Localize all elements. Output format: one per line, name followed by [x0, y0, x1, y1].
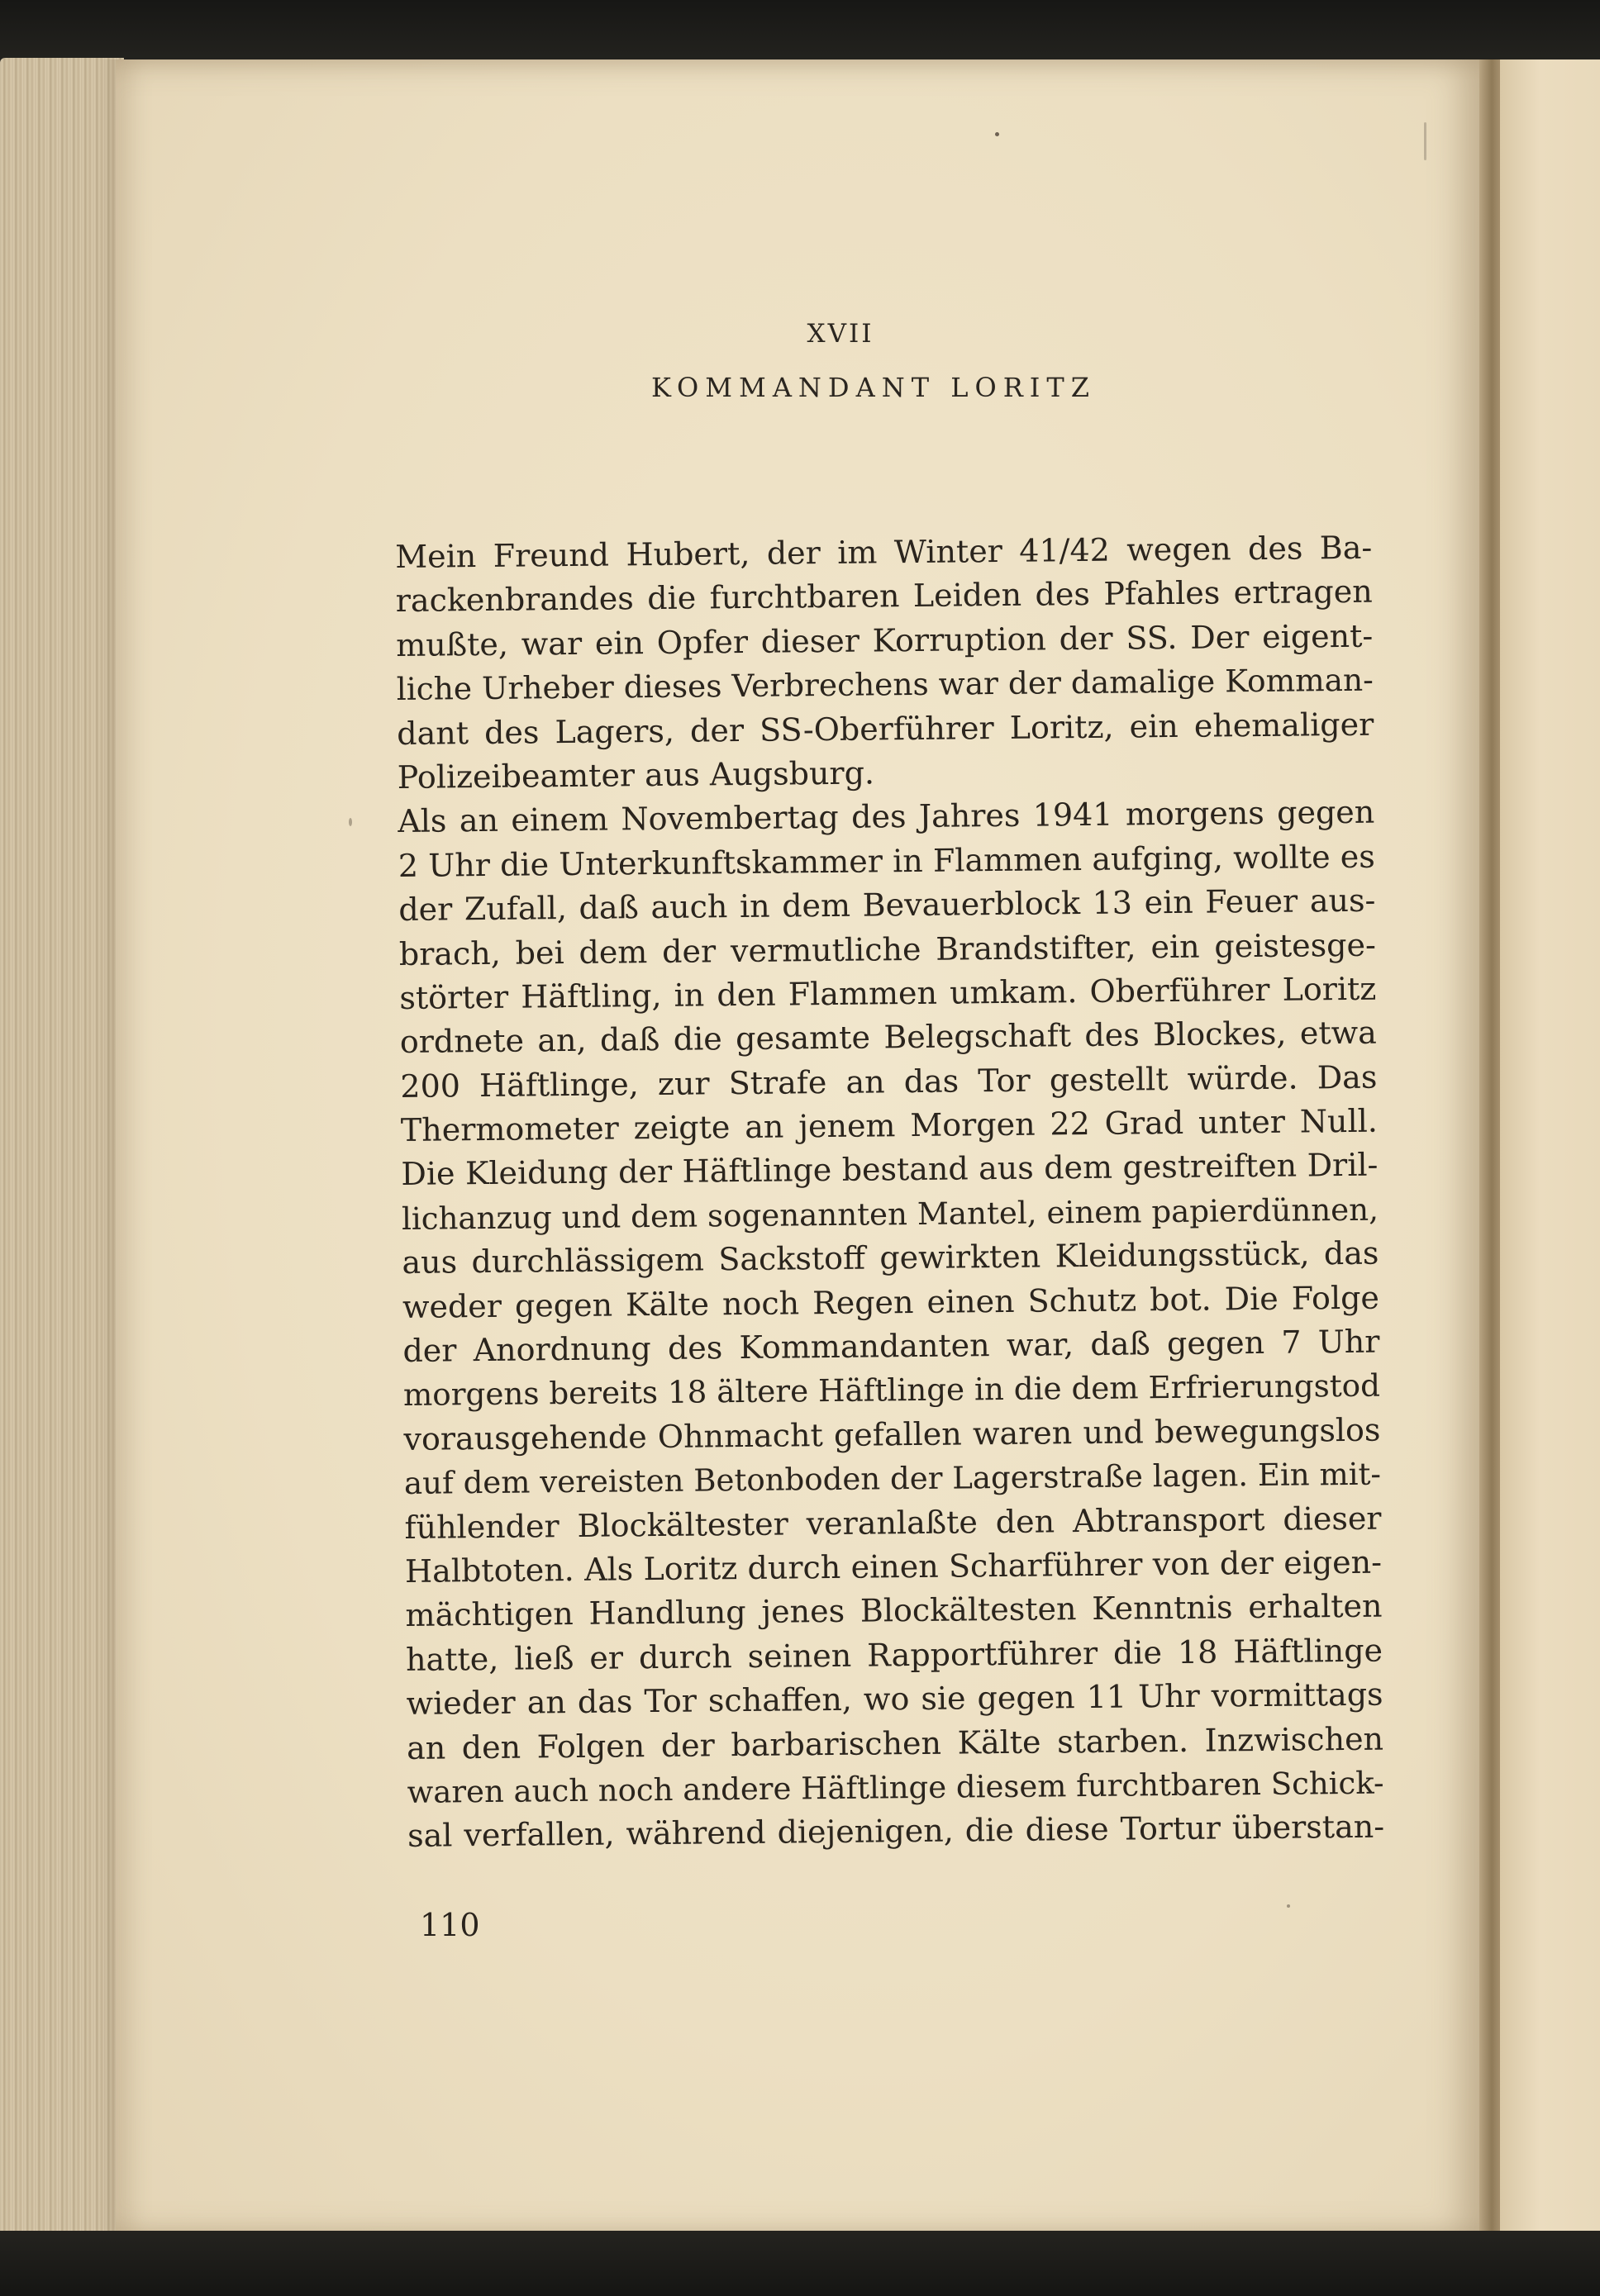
text-line: der Zufall, daß auch in dem Bevauerblock 13 ein Feuer aus-: [398, 882, 1376, 929]
text-line: sal verfallen, während diejenigen, die diese Tortur überstan-: [407, 1808, 1385, 1855]
text-line: Als an einem Novembertag des Jahres 1941 morgens gegen: [398, 793, 1375, 840]
text-line: vorausgehende Ohnmacht gefallen waren und bewegungslos: [403, 1411, 1381, 1457]
text-line: dant des Lagers, der SS-Oberführer Loritz, ein ehemaliger: [397, 706, 1374, 752]
text-line: ordnete an, daß die gesamte Belegschaft des Blockes, etwa: [399, 1014, 1378, 1061]
text-line: morgens bereits 18 ältere Häftlinge in die dem Erfrierungstod: [402, 1367, 1381, 1414]
text-line: Thermometer zeigte an jenem Morgen 22 Grad unter Null.: [400, 1102, 1379, 1149]
chapter-number: XVII: [807, 319, 874, 349]
text-line: lichanzug und dem sogenannten Mantel, einem papierdünnen,: [401, 1191, 1379, 1237]
text-line: Die Kleidung der Häftlinge bestand aus dem gestreiften Dril-: [401, 1147, 1379, 1193]
text-line: auf dem vereisten Betonboden der Lagerstraße lagen. Ein mit-: [403, 1456, 1382, 1502]
text-line: 200 Häftlinge, zur Strafe an das Tor gestellt würde. Das: [400, 1058, 1378, 1105]
dust-speck: [1287, 1904, 1290, 1908]
text-line: brach, bei dem der vermutliche Brandstifter, ein geistesge-: [398, 926, 1377, 972]
text-line: liche Urheber dieses Verbrechens war der damalige Komman-: [396, 661, 1374, 708]
text-line: fühlender Blockältester veranlaßte den Abtransport dieser: [404, 1500, 1382, 1546]
scanner-background-top: [0, 0, 1600, 64]
chapter-title: KOMMANDANT LORITZ: [651, 372, 1096, 403]
dust-speck: [349, 818, 352, 826]
text-line: mächtigen Handlung jenes Blockältesten Kenntnis erhalten: [405, 1587, 1383, 1634]
body-text: [395, 526, 1384, 1859]
dust-speck: [995, 132, 999, 136]
text-line: Mein Freund Hubert, der im Winter 41/42 wegen des Ba-: [395, 529, 1373, 575]
text-line: mußte, war ein Opfer dieser Korruption der SS. Der eigent-: [396, 617, 1374, 663]
text-line: an den Folgen der barbarischen Kälte starben. Inzwischen: [406, 1720, 1384, 1766]
text-line: hatte, ließ er durch seinen Rapportführer die 18 Häftlinge: [405, 1632, 1383, 1678]
text-line: waren auch noch andere Häftlinge diesem furchtbaren Schick-: [407, 1765, 1384, 1810]
text-line: aus durchlässigem Sackstoff gewirkten Kleidungsstück, das: [402, 1234, 1379, 1281]
text-line: weder gegen Kälte noch Regen einen Schutz bot. Die Folge: [402, 1279, 1380, 1325]
text-line: störter Häftling, in den Flammen umkam. Oberführer Loritz: [399, 970, 1377, 1016]
text-line: der Anordnung des Kommandanten war, daß gegen 7 Uhr: [402, 1323, 1380, 1369]
text-line: rackenbrandes die furchtbaren Leiden des Pfahles ertragen: [395, 573, 1373, 620]
text-line: wieder an das Tor schaffen, wo sie gegen 11 Uhr vormittags: [406, 1676, 1383, 1723]
text-line: 2 Uhr die Unterkunftskammer in Flammen aufging, wollte es: [398, 838, 1375, 884]
text-line: Polizeibeamter aus Augsburg.: [397, 754, 875, 796]
facing-page-edge: [1500, 59, 1600, 2237]
scanner-background-bottom: [0, 2231, 1600, 2296]
text-line: Halbtoten. Als Loritz durch einen Scharführer von der eigen-: [404, 1543, 1383, 1590]
dust-speck: [1424, 122, 1426, 160]
page-number: 110: [420, 1907, 480, 1943]
